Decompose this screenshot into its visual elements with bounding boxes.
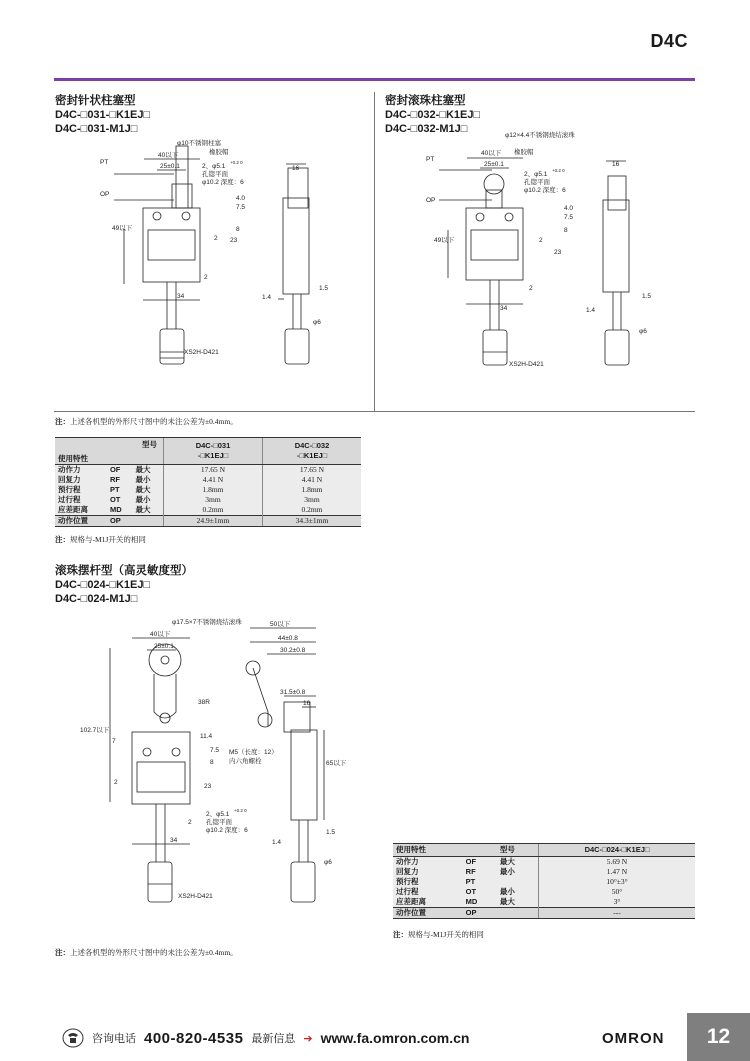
dim-2b: 2 — [204, 274, 208, 281]
table2-model-label: 型号 — [497, 844, 539, 857]
row-limit: 最小 — [132, 495, 163, 505]
note-text: 规格与-M1J开关的相同 — [408, 930, 484, 939]
table-row — [393, 887, 695, 897]
table1-model-label: 型号 — [142, 440, 157, 449]
switch-window-shape — [148, 230, 195, 260]
section1-heading — [55, 94, 150, 136]
section2-title: 密封滚珠柱塞型 — [385, 95, 466, 107]
label-phi6: φ6 — [639, 328, 647, 335]
note-text: 规格与-M1J开关的相同 — [70, 535, 146, 544]
label-rubber: 橡胶帽 — [514, 149, 534, 156]
row-value-1: 3° — [539, 897, 696, 908]
table-row — [393, 857, 695, 868]
row-name: 动作力 — [393, 857, 463, 868]
table-row — [55, 465, 361, 476]
column-divider — [374, 92, 375, 412]
section1-model1: D4C-□031-□K1EJ□ — [55, 109, 151, 121]
row-limit: 最大 — [132, 465, 163, 476]
label-roller: φ17.5×7不锈钢烧结滚珠 — [172, 619, 242, 626]
table-row — [55, 495, 361, 505]
row-name: 应差距离 — [55, 505, 107, 516]
table-row — [55, 475, 361, 485]
row-name: 过行程 — [393, 887, 463, 897]
page-number: 12 — [687, 1013, 750, 1061]
header-rule — [54, 78, 695, 81]
dim-1-4: 1.4 — [586, 307, 596, 314]
dim-2: 2 — [539, 237, 543, 244]
dim-23: 23 — [554, 249, 562, 256]
row-name: 回复力 — [393, 867, 463, 877]
mount-hole-left — [153, 212, 161, 220]
label-pt: PT — [100, 159, 109, 166]
label-op: OP — [100, 191, 110, 198]
row-name: 过行程 — [55, 495, 107, 505]
dim-8: 8 — [210, 759, 214, 766]
label-holes1: 2、φ5.1 — [206, 811, 230, 818]
section1-title: 密封针状柱塞型 — [55, 95, 136, 107]
rubber-cap-shape — [172, 184, 192, 208]
dim-50: 50以下 — [270, 621, 291, 628]
arrow-right-icon: ➔ — [303, 1032, 313, 1045]
dim-7: 7 — [112, 738, 116, 745]
section2-model2: D4C-□032-M1J□ — [385, 123, 468, 135]
note-text: 上述各机型的外形尺寸图中的未注公差为±0.4mm。 — [70, 417, 238, 426]
note-tolerance-3 — [55, 947, 238, 958]
row-name: 回复力 — [55, 475, 107, 485]
row-code: RF — [463, 867, 497, 877]
drawing-roller-lever — [54, 612, 384, 937]
dim-31-5: 31.5±0.8 — [280, 689, 306, 696]
label-pin: φ10不锈钢柱塞 — [177, 140, 221, 147]
row-name: 预行程 — [393, 877, 463, 887]
dim-30-2: 30.2±0.8 — [280, 647, 306, 654]
row-name: 应差距离 — [393, 897, 463, 908]
table-row — [393, 897, 695, 908]
row-limit: 最小 — [497, 867, 539, 877]
table-row — [393, 877, 695, 887]
phone-number[interactable]: 400-820-4535 — [144, 1029, 244, 1047]
row-limit: 最小 — [497, 887, 539, 897]
row-value-1: 1.47 N — [539, 867, 696, 877]
row-code: OT — [107, 495, 133, 505]
row-value-2: 1.8mm — [263, 485, 362, 495]
note-spec-1 — [55, 534, 146, 545]
dim-16: 16 — [292, 165, 300, 172]
dim-44: 44±0.8 — [278, 635, 298, 642]
dim-25: 25±0.1 — [154, 643, 174, 650]
row-value-1: 4.41 N — [164, 475, 263, 485]
row-value-1: 3mm — [164, 495, 263, 505]
dim-2b: 2 — [529, 285, 533, 292]
label-connector: XS2H-D421 — [509, 361, 544, 368]
row-value-1: 0.2mm — [164, 505, 263, 516]
label-ball: φ12×4.4不锈钢烧结滚珠 — [505, 132, 575, 139]
row-limit: 最小 — [132, 475, 163, 485]
dim-2b: 2 — [188, 819, 192, 826]
row-limit — [497, 877, 539, 887]
dim-49: 49以下 — [112, 225, 133, 232]
row-value-1: 50° — [539, 887, 696, 897]
label-holes3: φ10.2 深度：6 — [206, 827, 248, 834]
note-label: 注： — [55, 417, 70, 426]
row-value-1: 1.8mm — [164, 485, 263, 495]
row-name: 动作位置 — [55, 516, 107, 527]
row-code: OP — [463, 908, 497, 919]
dim-4: 4.0 — [564, 205, 574, 212]
dim-8: 8 — [564, 227, 568, 234]
table2-char-label: 使用特性 — [393, 844, 497, 857]
row-value-1: --- — [539, 908, 696, 919]
label-rubber: 橡胶帽 — [209, 149, 229, 156]
spec-table-2 — [393, 843, 695, 919]
row-limit: 最大 — [132, 485, 163, 495]
dim-25: 25±0.1 — [160, 163, 180, 170]
spec-table-1 — [55, 437, 361, 527]
row-value-1: 5.69 N — [539, 857, 696, 868]
row-limit — [132, 516, 163, 527]
label-op: OP — [426, 197, 436, 204]
label-holes3: φ10.2 深度：6 — [202, 179, 244, 186]
label-connector: XS2H-D421 — [178, 893, 213, 900]
lever-arm-shape — [154, 674, 176, 718]
switch-body-shape — [466, 208, 523, 280]
row-name: 预行程 — [55, 485, 107, 495]
label-pt: PT — [426, 156, 435, 163]
table-row — [55, 516, 361, 527]
label-holes2: 孔锪平面 — [524, 179, 550, 186]
row-code: OP — [107, 516, 133, 527]
row-limit: 最大 — [132, 505, 163, 516]
row-value-2: 0.2mm — [263, 505, 362, 516]
label-holes1: 2、φ5.1 — [202, 163, 226, 170]
label-phi6: φ6 — [313, 319, 321, 326]
label-holes-tol: +0.2 0 — [552, 168, 565, 173]
phone-icon — [62, 1028, 84, 1048]
footer-contact — [62, 1028, 469, 1048]
drawing-pin-plunger — [54, 134, 374, 409]
note-label: 注： — [393, 930, 408, 939]
dim-34: 34 — [170, 837, 178, 844]
dim-7-5: 7.5 — [210, 747, 220, 754]
section3-model2: D4C-□024-M1J□ — [55, 593, 138, 605]
dim-1-5: 1.5 — [642, 293, 652, 300]
row-value-2: 17.65 N — [263, 465, 362, 476]
table-row — [393, 908, 695, 919]
row-limit: 最大 — [497, 857, 539, 868]
label-holes-tol: +0.2 0 — [234, 808, 247, 813]
row-code: MD — [107, 505, 133, 516]
table1-header — [55, 438, 361, 465]
note-label: 注： — [55, 535, 70, 544]
switch-body-shape — [132, 732, 190, 804]
row-value-2: 34.3±1mm — [263, 516, 362, 527]
section3-title: 滚珠摆杆型（高灵敏度型） — [55, 565, 193, 577]
dim-2: 2 — [114, 779, 118, 786]
dim-4: 4.0 — [236, 195, 246, 202]
table1-col2-line2: -□K1EJ□ — [296, 451, 328, 460]
note-label: 注： — [55, 948, 70, 957]
row-value-2: 3mm — [263, 495, 362, 505]
dim-65: 65以下 — [326, 760, 347, 767]
dim-1-4: 1.4 — [262, 294, 272, 301]
section2-model1: D4C-□032-□K1EJ□ — [385, 109, 481, 121]
dim-7-5: 7.5 — [564, 214, 574, 221]
table-row — [55, 505, 361, 516]
dim-40: 40以下 — [150, 631, 171, 638]
dim-7-5: 7.5 — [236, 204, 246, 211]
row-code: PT — [463, 877, 497, 887]
roller-ball-shape — [484, 174, 504, 194]
table2-header — [393, 844, 695, 857]
dim-34: 34 — [500, 305, 508, 312]
row-code: OF — [107, 465, 133, 476]
dim-49: 49以下 — [434, 237, 455, 244]
dim-16: 16 — [612, 161, 620, 168]
table1-col1-line2: -□K1EJ□ — [197, 451, 229, 460]
side-body-shape — [283, 198, 309, 294]
side-body-shape — [291, 730, 317, 820]
row-code: RF — [107, 475, 133, 485]
row-value-2: 4.41 N — [263, 475, 362, 485]
table2-col1: D4C-□024-□K1EJ□ — [539, 844, 696, 857]
phone-label: 咨询电话 — [92, 1033, 136, 1045]
note-text: 上述各机型的外形尺寸图中的未注公差为±0.4mm。 — [70, 948, 238, 957]
table1-col2-line1: D4C-□032 — [294, 441, 330, 450]
dim-16: 16 — [303, 700, 311, 707]
dim-11-4: 11.4 — [200, 733, 213, 740]
label-screw1: M5（长度：12） — [229, 749, 278, 756]
row-value-1: 10°±3° — [539, 877, 696, 887]
brand-title: D4C — [650, 31, 688, 51]
label-connector: XS2H-D421 — [184, 349, 219, 356]
row-code: OT — [463, 887, 497, 897]
dim-23: 23 — [230, 237, 238, 244]
row-name: 动作力 — [55, 465, 107, 476]
table1-col1-line1: D4C-□031 — [195, 441, 231, 450]
row-limit — [497, 908, 539, 919]
dim-8: 8 — [236, 226, 240, 233]
label-holes2: 孔锪平面 — [202, 171, 228, 178]
note-spec-2 — [393, 929, 484, 940]
row-code: PT — [107, 485, 133, 495]
drawing-roller-plunger — [384, 130, 694, 405]
dim-102-7: 102.7以下 — [80, 727, 110, 734]
dim-1-5: 1.5 — [319, 285, 329, 292]
omron-logo: OMRON — [602, 1030, 665, 1047]
section1-model2: D4C-□031-M1J□ — [55, 123, 138, 135]
row-name: 动作位置 — [393, 908, 463, 919]
dim-25: 25±0.1 — [484, 161, 504, 168]
label-holes3: φ10.2 深度：6 — [524, 187, 566, 194]
dim-34: 34 — [177, 293, 185, 300]
label-phi6: φ6 — [324, 859, 332, 866]
row-value-1: 24.9±1mm — [164, 516, 263, 527]
dim-40: 40以下 — [158, 152, 179, 159]
label-holes1: 2、φ5.1 — [524, 171, 548, 178]
connector-shape — [160, 329, 184, 364]
dim-1-5: 1.5 — [326, 829, 336, 836]
screw-head-shape — [258, 713, 272, 727]
row-code: OF — [463, 857, 497, 868]
section3-model1: D4C-□024-□K1EJ□ — [55, 579, 151, 591]
section-divider — [54, 411, 695, 412]
website-link[interactable]: www.fa.omron.com.cn — [320, 1030, 470, 1046]
table-row — [55, 485, 361, 495]
label-screw2: 内六角螺栓 — [229, 758, 262, 765]
table1-char-label: 使用特性 — [58, 454, 88, 463]
label-holes-tol: +0.2 0 — [230, 160, 243, 165]
section3-heading — [55, 564, 193, 606]
dim-38r: 38R — [198, 699, 210, 706]
row-limit: 最大 — [497, 897, 539, 908]
news-label: 最新信息 — [251, 1033, 296, 1045]
switch-body-shape — [143, 208, 200, 282]
note-tolerance-1 — [55, 416, 238, 427]
dim-40: 40以下 — [481, 150, 502, 157]
table-row — [393, 867, 695, 877]
row-code: MD — [463, 897, 497, 908]
dim-1-4: 1.4 — [272, 839, 282, 846]
dim-2: 2 — [214, 235, 218, 242]
dim-23: 23 — [204, 783, 212, 790]
row-value-1: 17.65 N — [164, 465, 263, 476]
mount-hole-right — [182, 212, 190, 220]
label-holes2: 孔锪平面 — [206, 819, 232, 826]
